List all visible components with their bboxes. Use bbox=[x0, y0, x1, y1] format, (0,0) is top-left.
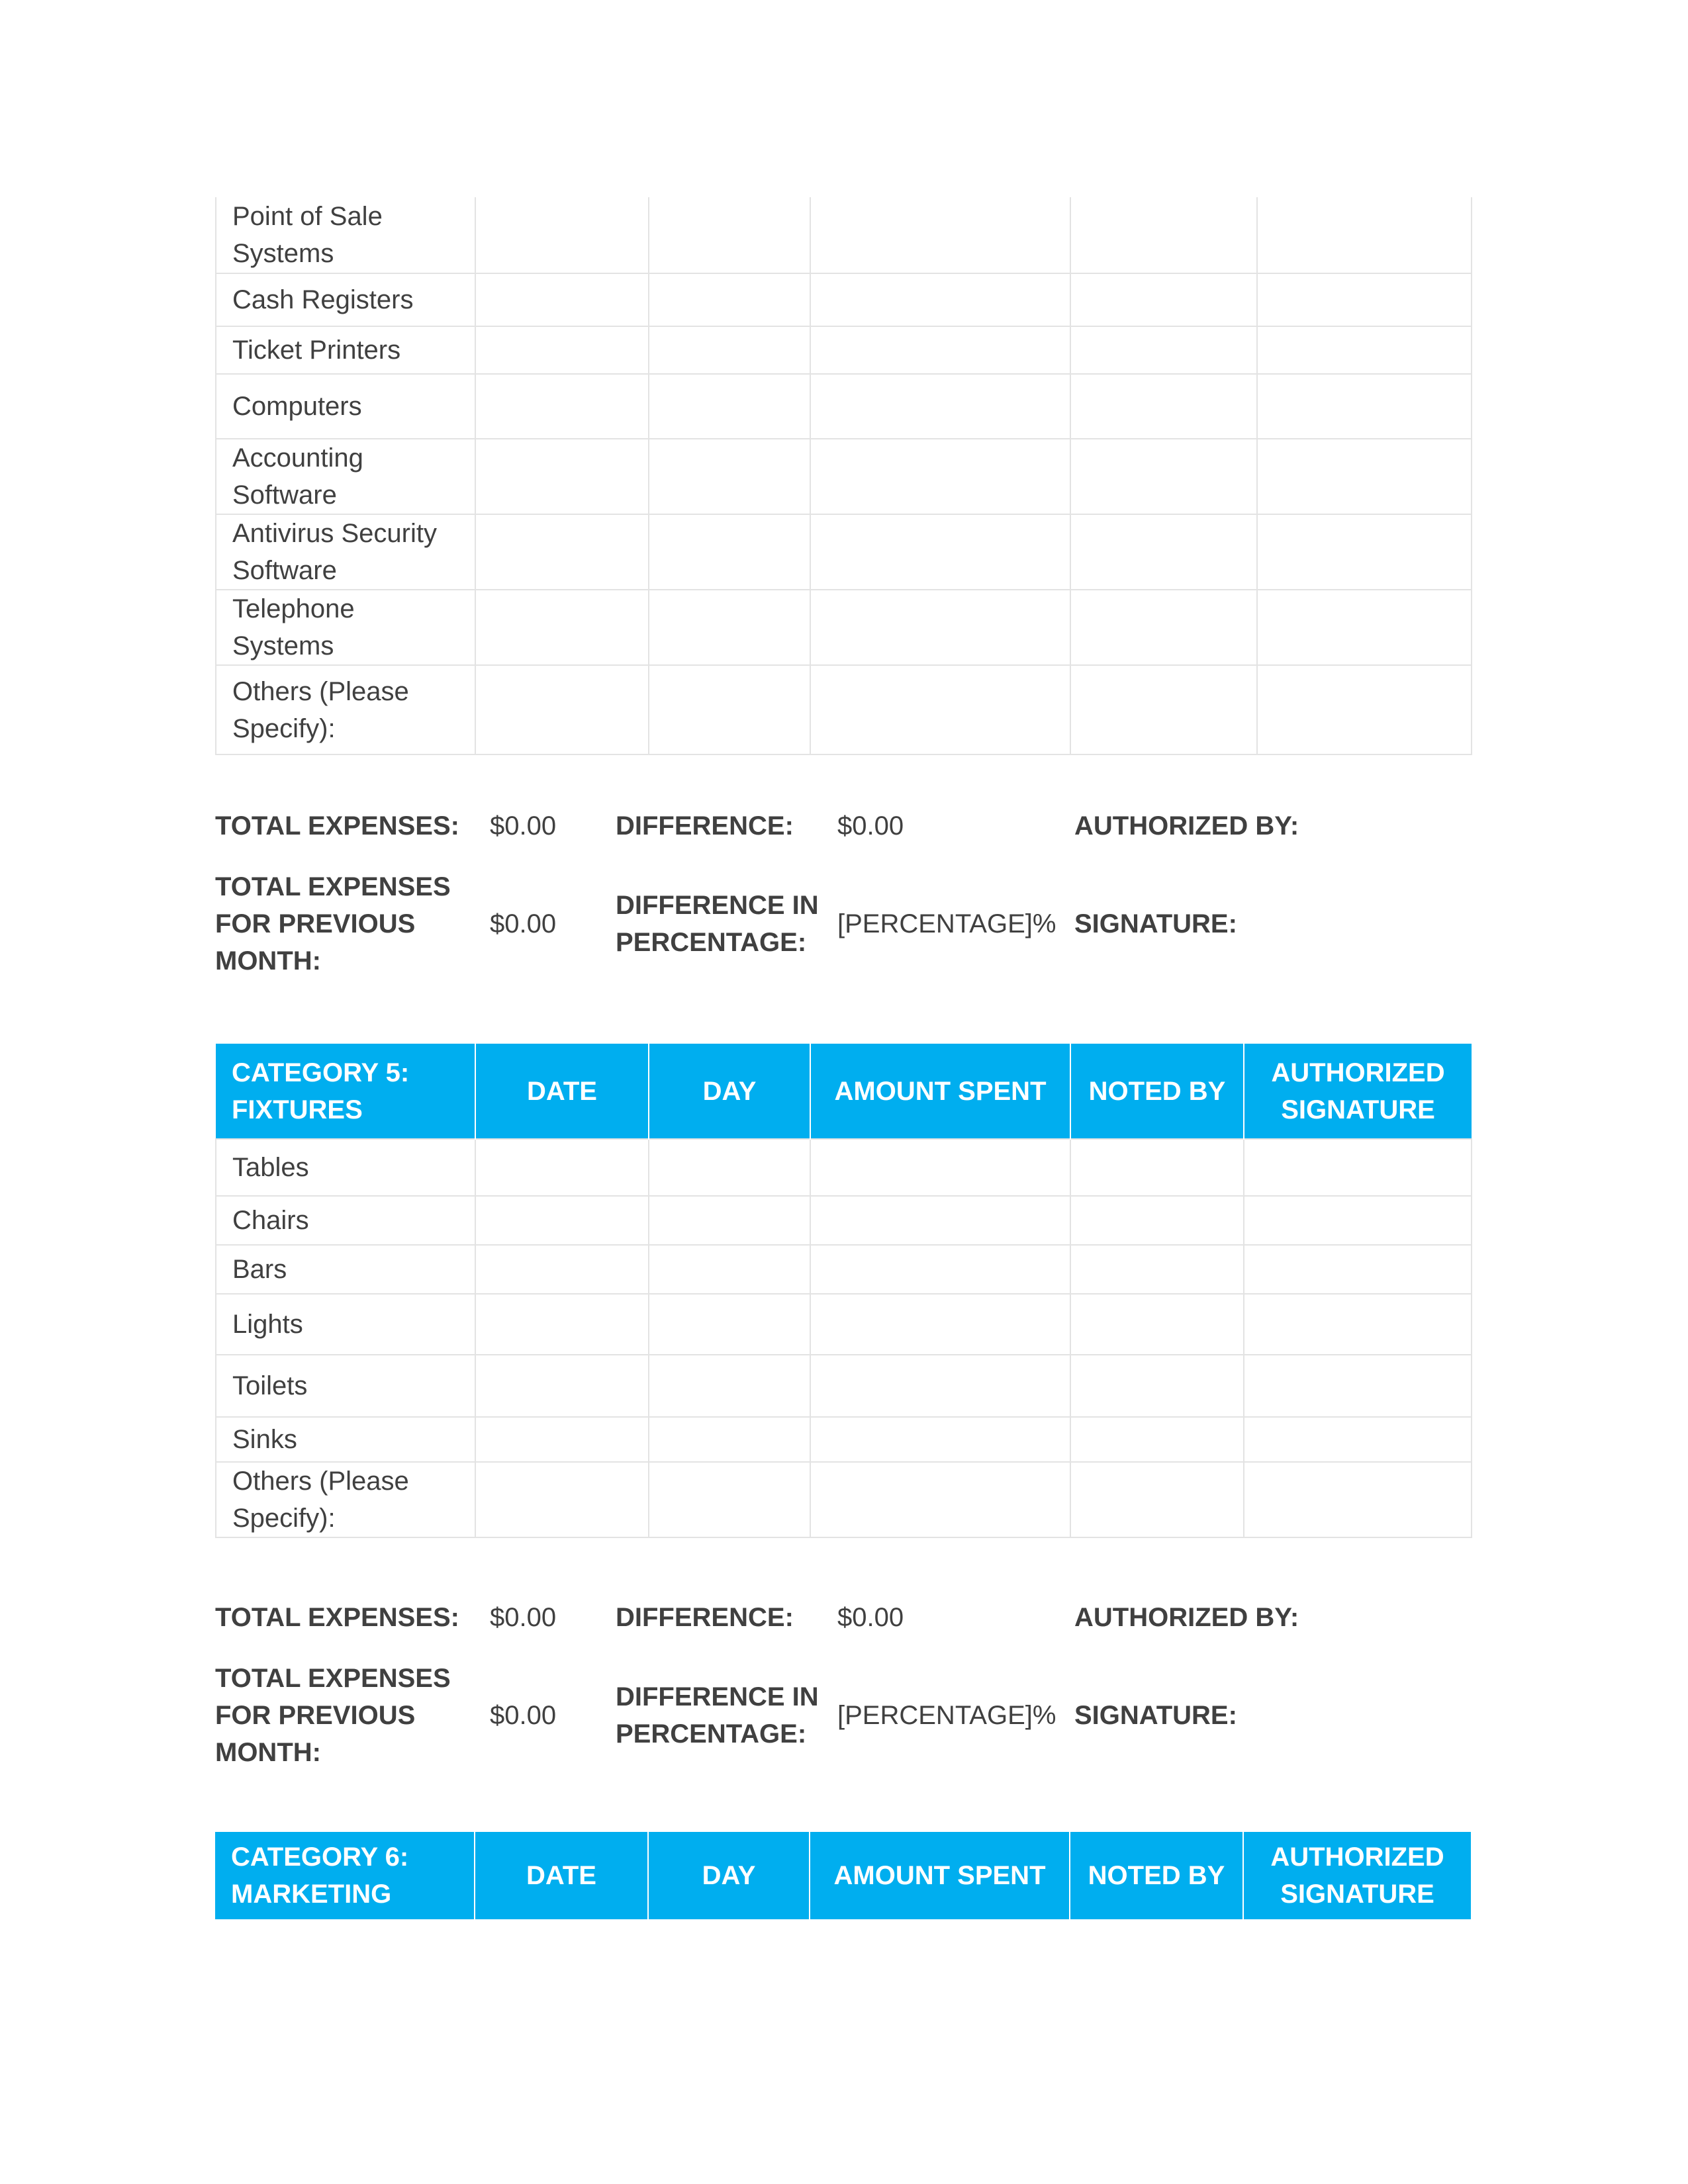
table-row bbox=[216, 197, 1472, 273]
entry-cell[interactable] bbox=[649, 1139, 810, 1196]
entry-cell[interactable] bbox=[475, 1355, 649, 1417]
category6-header-row bbox=[215, 1832, 1471, 1919]
entry-cell[interactable] bbox=[475, 439, 649, 514]
entry-cell[interactable] bbox=[1070, 1139, 1244, 1196]
entry-cell[interactable] bbox=[1257, 514, 1472, 590]
entry-cell[interactable] bbox=[475, 1245, 649, 1294]
entry-cell[interactable] bbox=[1257, 665, 1472, 754]
entry-cell[interactable] bbox=[475, 1294, 649, 1355]
row-label: Cash Registers bbox=[216, 273, 475, 326]
authorized-by-label: AUTHORIZED BY: bbox=[1074, 1603, 1299, 1632]
entry-cell[interactable] bbox=[1070, 1417, 1244, 1462]
column-date: DATE bbox=[475, 1044, 649, 1139]
table-row bbox=[216, 1417, 1472, 1462]
table-row bbox=[216, 1139, 1472, 1196]
table-row bbox=[216, 1355, 1472, 1417]
entry-cell[interactable] bbox=[649, 197, 810, 273]
entry-cell[interactable] bbox=[1070, 1462, 1244, 1537]
entry-cell[interactable] bbox=[1070, 439, 1257, 514]
total-expenses-label: TOTAL EXPENSES: bbox=[215, 1603, 459, 1632]
total-expenses-value: $0.00 bbox=[490, 811, 557, 841]
entry-cell[interactable] bbox=[1257, 273, 1472, 326]
entry-cell[interactable] bbox=[1257, 439, 1472, 514]
prev-month-value: $0.00 bbox=[490, 1701, 557, 1730]
authorized-by-label: AUTHORIZED BY: bbox=[1074, 811, 1299, 841]
category6-title: CATEGORY 6: MARKETING bbox=[215, 1832, 475, 1919]
total-expenses-value: $0.00 bbox=[490, 1603, 557, 1632]
entry-cell[interactable] bbox=[475, 197, 649, 273]
row-label: Toilets bbox=[216, 1355, 475, 1417]
table-row bbox=[216, 1462, 1472, 1537]
column-amount-spent: AMOUNT SPENT bbox=[810, 1044, 1070, 1139]
entry-cell[interactable] bbox=[475, 1139, 649, 1196]
category5-table bbox=[215, 1044, 1472, 1538]
entry-cell[interactable] bbox=[1257, 326, 1472, 374]
row-label: Computers bbox=[216, 374, 475, 439]
table-row bbox=[216, 1294, 1472, 1355]
column-day: DAY bbox=[648, 1832, 810, 1919]
entry-cell[interactable] bbox=[810, 1294, 1070, 1355]
entry-cell[interactable] bbox=[1244, 1139, 1472, 1196]
difference-value: $0.00 bbox=[837, 811, 904, 841]
table-row bbox=[216, 590, 1472, 665]
difference-label: DIFFERENCE: bbox=[616, 1603, 794, 1632]
entry-cell[interactable] bbox=[649, 439, 810, 514]
entry-cell[interactable] bbox=[1244, 1245, 1472, 1294]
entry-cell[interactable] bbox=[810, 665, 1070, 754]
table-row bbox=[216, 514, 1472, 590]
column-authorized-signature: AUTHORIZED SIGNATURE bbox=[1244, 1044, 1472, 1139]
column-date: DATE bbox=[475, 1832, 648, 1919]
entry-cell[interactable] bbox=[649, 514, 810, 590]
row-label: Lights bbox=[216, 1294, 475, 1355]
table-row bbox=[216, 273, 1472, 326]
signature-label: SIGNATURE: bbox=[1074, 1701, 1237, 1730]
entry-cell[interactable] bbox=[475, 1417, 649, 1462]
table-row bbox=[216, 1196, 1472, 1245]
entry-cell[interactable] bbox=[649, 1294, 810, 1355]
entry-cell[interactable] bbox=[810, 1417, 1070, 1462]
column-noted-by: NOTED BY bbox=[1070, 1044, 1244, 1139]
entry-cell[interactable] bbox=[1244, 1196, 1472, 1245]
table-row bbox=[216, 374, 1472, 439]
entry-cell[interactable] bbox=[649, 1245, 810, 1294]
prev-month-value: $0.00 bbox=[490, 909, 557, 938]
entry-cell[interactable] bbox=[475, 514, 649, 590]
entry-cell[interactable] bbox=[475, 326, 649, 374]
difference-value: $0.00 bbox=[837, 1603, 904, 1632]
entry-cell[interactable] bbox=[1257, 590, 1472, 665]
table-row bbox=[216, 665, 1472, 754]
entry-cell[interactable] bbox=[810, 514, 1070, 590]
category5-title: CATEGORY 5: FIXTURES bbox=[216, 1044, 475, 1139]
column-day: DAY bbox=[649, 1044, 810, 1139]
column-amount-spent: AMOUNT SPENT bbox=[810, 1832, 1070, 1919]
entry-cell[interactable] bbox=[1070, 665, 1257, 754]
entry-cell[interactable] bbox=[649, 590, 810, 665]
row-label: Telephone Systems bbox=[216, 590, 475, 665]
entry-cell[interactable] bbox=[1070, 590, 1257, 665]
row-label: Ticket Printers bbox=[216, 326, 475, 374]
entry-cell[interactable] bbox=[1070, 1294, 1244, 1355]
entry-cell[interactable] bbox=[649, 1417, 810, 1462]
row-label: Accounting Software bbox=[216, 439, 475, 514]
entry-cell[interactable] bbox=[1070, 1196, 1244, 1245]
entry-cell[interactable] bbox=[810, 273, 1070, 326]
total-expenses-label: TOTAL EXPENSES: bbox=[215, 811, 459, 841]
entry-cell[interactable] bbox=[1070, 1355, 1244, 1417]
entry-cell[interactable] bbox=[1244, 1294, 1472, 1355]
entry-cell[interactable] bbox=[1257, 197, 1472, 273]
prev-month-label: TOTAL EXPENSES FOR PREVIOUS MONTH: bbox=[215, 872, 451, 976]
difference-pct-value: [PERCENTAGE]% bbox=[837, 1701, 1056, 1730]
row-label: Others (Please Specify): bbox=[216, 1462, 475, 1537]
category6-table bbox=[215, 1832, 1471, 1919]
table-row bbox=[216, 1245, 1472, 1294]
entry-cell[interactable] bbox=[1070, 273, 1257, 326]
entry-cell[interactable] bbox=[649, 273, 810, 326]
prev-month-label: TOTAL EXPENSES FOR PREVIOUS MONTH: bbox=[215, 1664, 451, 1767]
entry-cell[interactable] bbox=[810, 1196, 1070, 1245]
entry-cell[interactable] bbox=[810, 1355, 1070, 1417]
entry-cell[interactable] bbox=[1244, 1462, 1472, 1537]
entry-cell[interactable] bbox=[1244, 1355, 1472, 1417]
entry-cell[interactable] bbox=[475, 374, 649, 439]
row-label: Antivirus Security Software bbox=[216, 514, 475, 590]
entry-cell[interactable] bbox=[649, 374, 810, 439]
difference-pct-label: DIFFERENCE IN PERCENTAGE: bbox=[616, 891, 819, 957]
row-label: Others (Please Specify): bbox=[216, 665, 475, 754]
entry-cell[interactable] bbox=[649, 1196, 810, 1245]
difference-pct-value: [PERCENTAGE]% bbox=[837, 909, 1056, 938]
category4-table bbox=[215, 197, 1472, 755]
entry-cell[interactable] bbox=[810, 1462, 1070, 1537]
entry-cell[interactable] bbox=[810, 326, 1070, 374]
entry-cell[interactable] bbox=[810, 374, 1070, 439]
row-label: Bars bbox=[216, 1245, 475, 1294]
column-noted-by: NOTED BY bbox=[1070, 1832, 1243, 1919]
row-label: Tables bbox=[216, 1139, 475, 1196]
row-label: Chairs bbox=[216, 1196, 475, 1245]
entry-cell[interactable] bbox=[1070, 326, 1257, 374]
difference-pct-label: DIFFERENCE IN PERCENTAGE: bbox=[616, 1682, 819, 1749]
entry-cell[interactable] bbox=[649, 1355, 810, 1417]
entry-cell[interactable] bbox=[1070, 197, 1257, 273]
entry-cell[interactable] bbox=[1257, 374, 1472, 439]
column-authorized-signature: AUTHORIZED SIGNATURE bbox=[1243, 1832, 1471, 1919]
entry-cell[interactable] bbox=[475, 1462, 649, 1537]
entry-cell[interactable] bbox=[475, 273, 649, 326]
entry-cell[interactable] bbox=[1070, 514, 1257, 590]
entry-cell[interactable] bbox=[1244, 1417, 1472, 1462]
entry-cell[interactable] bbox=[810, 197, 1070, 273]
entry-cell[interactable] bbox=[475, 1196, 649, 1245]
entry-cell[interactable] bbox=[649, 665, 810, 754]
entry-cell[interactable] bbox=[810, 1245, 1070, 1294]
entry-cell[interactable] bbox=[810, 1139, 1070, 1196]
entry-cell[interactable] bbox=[649, 1462, 810, 1537]
table-row bbox=[216, 326, 1472, 374]
entry-cell[interactable] bbox=[1070, 1245, 1244, 1294]
entry-cell[interactable] bbox=[475, 590, 649, 665]
row-label: Point of Sale Systems bbox=[216, 197, 475, 273]
difference-label: DIFFERENCE: bbox=[616, 811, 794, 841]
signature-label: SIGNATURE: bbox=[1074, 909, 1237, 938]
entry-cell[interactable] bbox=[1070, 374, 1257, 439]
row-label: Sinks bbox=[216, 1417, 475, 1462]
entry-cell[interactable] bbox=[810, 439, 1070, 514]
entry-cell[interactable] bbox=[649, 326, 810, 374]
table-row bbox=[216, 439, 1472, 514]
entry-cell[interactable] bbox=[810, 590, 1070, 665]
category5-header-row bbox=[216, 1044, 1472, 1139]
entry-cell[interactable] bbox=[475, 665, 649, 754]
